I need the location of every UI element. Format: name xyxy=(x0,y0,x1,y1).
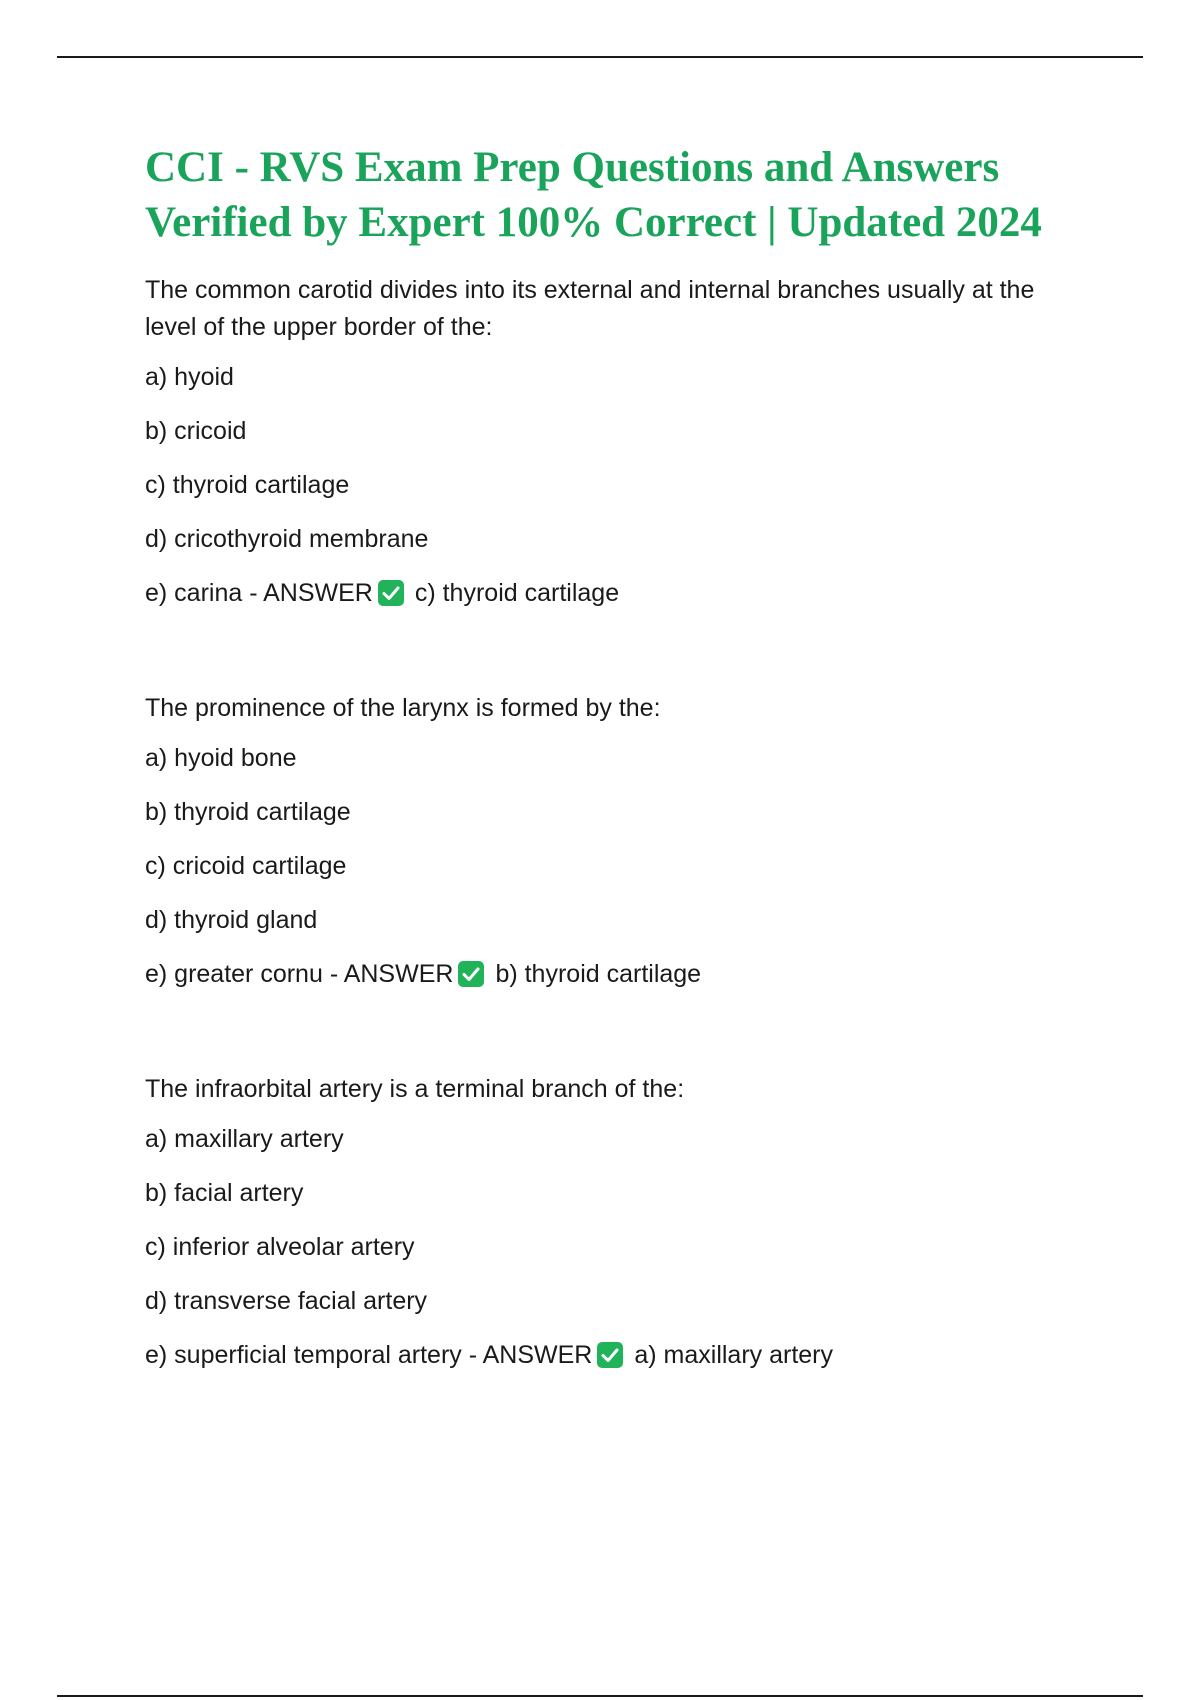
option-e-with-answer xyxy=(145,1338,1085,1372)
check-mark-icon xyxy=(457,960,485,988)
option-e: e) greater cornu - ANSWER xyxy=(145,960,454,988)
check-mark-icon xyxy=(596,1341,624,1369)
question-prompt: The common carotid divides into its external and internal branches usually at the level of the upper border of the: xyxy=(145,276,1035,341)
footer-rule xyxy=(57,1695,1143,1697)
title-line-2: Verified by Expert 100% Correct | Updated 2024 xyxy=(145,199,1042,246)
option-e: e) superficial temporal artery - ANSWER xyxy=(145,1341,593,1369)
question-prompt: The prominence of the larynx is formed by the: xyxy=(145,694,661,722)
option-c: c) cricoid cartilage xyxy=(145,852,347,880)
option-b: b) facial artery xyxy=(145,1179,304,1207)
answer-text: a) maxillary artery xyxy=(634,1341,834,1369)
document-body xyxy=(145,140,1085,1452)
option-b: b) cricoid xyxy=(145,417,247,445)
option-a: a) hyoid xyxy=(145,363,234,391)
question-prompt: The infraorbital artery is a terminal branch of the: xyxy=(145,1075,685,1103)
question-1 xyxy=(145,272,1085,610)
option-d: d) cricothyroid membrane xyxy=(145,525,429,553)
option-b: b) thyroid cartilage xyxy=(145,798,351,826)
answer-text: c) thyroid cartilage xyxy=(414,579,620,607)
title-line-1: CCI - RVS Exam Prep Questions and Answers xyxy=(145,144,1000,191)
answer-text: b) thyroid cartilage xyxy=(495,960,702,988)
option-a: a) maxillary artery xyxy=(145,1125,344,1153)
document-title xyxy=(145,140,1085,250)
option-d: d) thyroid gland xyxy=(145,906,318,934)
option-e-with-answer xyxy=(145,576,1085,610)
option-e: e) carina - ANSWER xyxy=(145,579,373,607)
option-d: d) transverse facial artery xyxy=(145,1287,428,1315)
header-rule xyxy=(57,56,1143,58)
question-3 xyxy=(145,1071,1085,1372)
option-c: c) thyroid cartilage xyxy=(145,471,350,499)
option-c: c) inferior alveolar artery xyxy=(145,1233,415,1261)
option-e-with-answer xyxy=(145,957,1085,991)
option-a: a) hyoid bone xyxy=(145,744,297,772)
check-mark-icon xyxy=(377,579,405,607)
question-2 xyxy=(145,690,1085,991)
